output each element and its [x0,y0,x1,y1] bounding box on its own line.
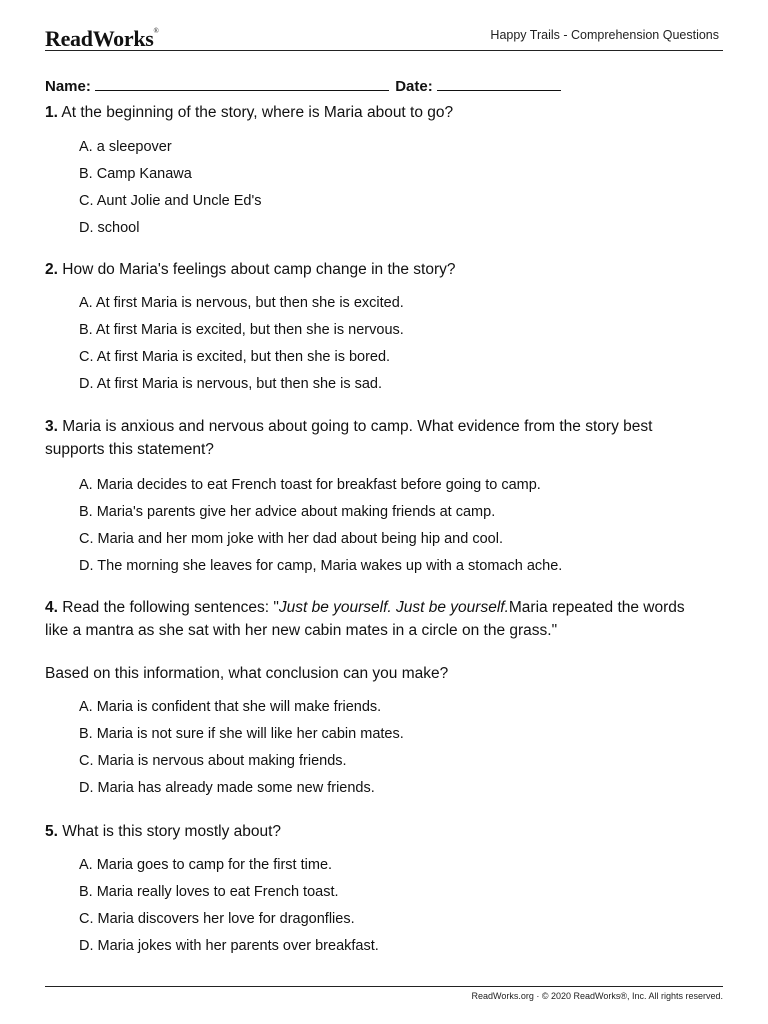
answer-option[interactable]: A. a sleepover [79,139,172,155]
answer-option[interactable]: A. Maria goes to camp for the first time. [79,857,333,873]
question-5-options [79,855,719,963]
question-4-options [79,697,719,805]
question-text-start: Read the following sentences: " [62,599,279,616]
question-1-options [79,137,719,245]
answer-option[interactable]: B. At first Maria is excited, but then she is nervous. [79,322,404,338]
readworks-logo [45,26,159,52]
answer-option[interactable]: C. Aunt Jolie and Uncle Ed's [79,193,262,209]
answer-option[interactable]: A. At first Maria is nervous, but then she is excited. [79,295,404,311]
date-label: Date: [395,78,433,95]
answer-option[interactable]: C. At first Maria is excited, but then she is bored. [79,349,391,365]
question-text: How do Maria's feelings about camp change in the story? [62,261,456,278]
question-2 [45,258,705,281]
answer-option[interactable]: B. Maria's parents give her advice about making friends at camp. [79,504,496,520]
logo-registered-mark: ® [153,27,159,35]
question-text: Maria is anxious and nervous about going to camp. What evidence from the story best supports this statement? [45,418,653,458]
question-text-end: Maria repeated the words like a mantra as she sat with her new cabin mates in a circle on the grass." [45,599,685,639]
answer-option[interactable]: A. Maria is confident that she will make friends. [79,699,382,715]
question-4-followup: Based on this information, what conclusion can you make? [45,665,449,682]
name-field[interactable] [95,76,389,91]
answer-option[interactable]: D. school [79,220,140,236]
answer-option[interactable]: B. Maria is not sure if she will like her cabin mates. [79,726,404,742]
answer-option[interactable]: B. Camp Kanawa [79,166,192,182]
question-4 [45,596,705,642]
question-text: At the beginning of the story, where is Maria about to go? [61,104,454,121]
copyright-text: ReadWorks.org · © 2020 ReadWorks®, Inc. All rights reserved. [471,991,723,1001]
answer-option[interactable]: D. The morning she leaves for camp, Maria wakes up with a stomach ache. [79,558,563,574]
question-number: 1. [45,104,58,121]
answer-option[interactable]: B. Maria really loves to eat French toast. [79,884,339,900]
question-5 [45,820,705,843]
answer-option[interactable]: D. Maria jokes with her parents over breakfast. [79,938,379,954]
name-label: Name: [45,78,91,95]
worksheet-title: Happy Trails - Comprehension Questions [490,28,719,42]
answer-option[interactable]: C. Maria is nervous about making friends. [79,753,347,769]
question-number: 3. [45,418,58,435]
answer-option[interactable]: A. Maria decides to eat French toast for breakfast before going to camp. [79,477,541,493]
logo-text: ReadWorks [45,26,154,51]
question-2-options [79,293,719,401]
question-3 [45,415,705,461]
question-1 [45,101,705,124]
date-field[interactable] [437,76,561,91]
page-header [45,24,723,51]
answer-option[interactable]: D. Maria has already made some new friends. [79,780,375,796]
answer-option[interactable]: C. Maria and her mom joke with her dad about being hip and cool. [79,531,503,547]
question-number: 4. [45,599,58,616]
quoted-sentence: Just be yourself. Just be yourself. [278,599,509,616]
question-3-options [79,475,719,583]
question-number: 2. [45,261,58,278]
question-number: 5. [45,823,58,840]
answer-option[interactable]: D. At first Maria is nervous, but then she is sad. [79,376,383,392]
question-text: What is this story mostly about? [62,823,282,840]
name-date-line [45,76,561,95]
answer-option[interactable]: C. Maria discovers her love for dragonflies. [79,911,355,927]
page-footer [45,986,723,1001]
